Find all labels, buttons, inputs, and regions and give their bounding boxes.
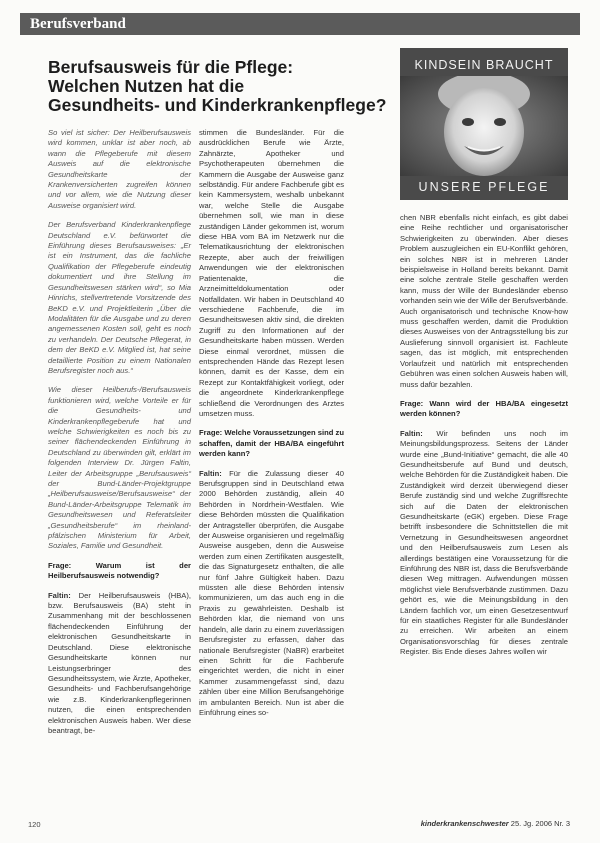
interview-answer (400, 429, 568, 658)
interview-question: Frage: Wann wird der HBA/BA eingesetzt werden können? (400, 398, 568, 419)
article-column-1 (48, 128, 191, 745)
article-title (48, 58, 388, 115)
ad-headline: KINDSEIN BRAUCHT (414, 58, 554, 72)
advertisement-box (400, 48, 568, 200)
article-lead: So viel ist sicher: Der Heilberufsausweis wird kommen, unklar ist aber noch, ab wann die Pflegeberufe mit diesem Ausweis auf die elektronische Gesundheitskarte der Krankenversicherten zugreifen können und vor allem, wie die Nutzung dieser Ausweise organisiert wird. (48, 128, 191, 210)
journal-footer (400, 819, 570, 828)
section-banner (20, 13, 580, 35)
interview-question: Frage: Warum ist der Heilberufsausweis notwendig? (48, 560, 191, 581)
child-photo (400, 76, 568, 176)
journal-issue: 25. Jg. 2006 Nr. 3 (510, 819, 570, 828)
ad-tagline: UNSERE PFLEGE (418, 180, 550, 194)
journal-name: kinderkrankenschwester (420, 819, 509, 828)
article-paragraph: stimmen die Bundesländer. Für die ausdrücklichen Berufe wie Ärzte, Zahnärzte, Apotheker und Psychotherapeuten übernehmen die Kammern die Ausgabe der Ausweise ganz selbständig. Für andere Fachberufe gibt es kein Kammersystem, weshalb unbekannt war, welche Stelle die Ausgabe übernehmen soll, wie man in diese zuständigen Länder gekommen ist, worum diese HBA vom BA im Netzwerk nur die Telematikausrichtung der elektronischen Rezepte, aber auch der freiwilligen Anwendungen wie der elektronischen Patientenakte, die Arzneimitteldokumentation oder Notfalldaten. Wir haben in Deutschland 40 verschiedene Fachberufe, die im Gesundheitswesen aktiv sind, die direkten Zugriff zu den Informationen auf der Gesundheitskarte haben müssen. Werden Diese einmal verordnet, müssen die entsprechenden Hände das Rezept lesen können, damit es der Kasse, dem ein Rezept zur Kontaktfähigkeit vorliegt, oder die angeordnete Kinderkrankenpflege schließend die Verordnungen des Arztes umsetzen muss. (199, 128, 344, 418)
answer-text: Der Heilberufsausweis (HBA), bzw. Berufsausweis (BA) steht in Zusammenhang mit der beschlossenen flächendeckenden Einführung der elektronischen Gesundheitskarte in Deutschland. Diese elektronische Gesundheitskarte können nur Leistungserbringer des Gesundheitssystem, wie Ärzte, Apotheker, Gesundheits- und Fachberufsangehörige wie z.B. Kinderkrankenpflegerinnen nutzen, die einen entsprechenden elektronischen Ausweis haben. Wer diese beantragt, be- (48, 590, 191, 735)
answer-speaker: Faltin: (400, 428, 423, 438)
answer-speaker: Faltin: (199, 468, 222, 478)
article-paragraph: chen NBR ebenfalls nicht einfach, es gibt dabei eine Reihe rechtlicher und organisatorischer Schwierigkeiten zu überwinden. Aber dieses Problem auszugleichen ein EU-Konflikt gehören, ein solches NBR ist in mehreren Länder beispielsweise in Holland bereits bekannt. Damit eine solche zentrale Stelle geschaffen werden kann, muss der Wille der Bundesländer ebenso vorhanden sein wie der Wille der Berufsverbände. Auch organisatorisch und technische Know-how muss geschaffen werden, damit die Produktion dieses Ausweises von der Antragsstellung bis zur Auslieferung sinnvoll organisiert ist. Fachleute sagen, das ist möglich, mit entsprechenden Vorlaufzeit und natürlich mit entsprechenden Gebühren was einen solchen Ausweis haben will, muss dafür bezahlen. (400, 213, 568, 389)
answer-text: Für die Zulassung dieser 40 Berufsgruppen sind in Deutschland etwa 2000 Behörden zuständig, allein 40 Behörden in Nordrhein-Westfalen. Wie diese Behörden müssten die Qualifikation der Antragsteller überprüfen, die Ausgabe der Ausweise organisieren und regelmäßig Ausweise ausgeben, denn die Ausweise werden zum einen Zertifikaten ausgestellt, die das Signaturgesetz enthalten, die alle nur fünf Jahre Gültigkeit haben. Dazu müssten alle diese Behörden intensiv kommunizieren, um das auch eng in die Praxis zu gewährleisten. Deshalb ist Behörden klar, die niemand von uns handeln, alle darin zu einem zuverlässigen Berufsregister zu erfassen, daher das nationale Berufsregister (NaBR) erarbeitet einen Schritt für die Fachberufe eingerichtet werden, die nicht in einer Kammer zusammengefasst sind, dazu zählen über eine Million Berufsangehörige im ambulanten Bereich. Nun ist aber die Einführung eines so- (199, 468, 344, 717)
article-paragraph: Der Berufsverband Kinderkrankenpflege Deutschland e.V. befürwortet die Einführung dieses Berufsausweises: „Er ist ein Instrument, das die fachliche Qualifikation der Pflegeberufe eindeutig dokumentiert und ihre Stellung im Gesundheitswesen stärken wird“, so Mia Hinrichs, stellvertretende Vorsitzende des BeKD e.V. und Projektleiterin „Über die Modalitäten für die Ausgabe und zu deren angemessenen Kosten soll, geht es noch zu verhandeln. Der Deutsche Pflegerat, in dem der BeKD e.V. Mitglied ist, hat seine detaillierte Position zu einem Nationalen Berufsregister noch aus.“ (48, 220, 191, 375)
title-line: Welchen Nutzen hat die (48, 76, 245, 96)
interview-answer (48, 591, 191, 737)
article-column-3 (400, 213, 568, 667)
article-column-2 (199, 128, 344, 727)
title-line: Gesundheits- und Kinderkrankenpflege? (48, 95, 387, 115)
title-line: Berufsausweis für die Pflege: (48, 57, 294, 77)
article-paragraph: Wie dieser Heilberufs-/Berufsausweis funktionieren wird, welche Vorteile er für die Gesundheits- und Kinderkrankenpflegeberufe hat und welche Schwierigkeiten es noch bis zu seiner flächendeckenden Einführung in Deutschland zu überwinden gilt, erklärt im folgenden Interview Dr. Jürgen Faltin, Leiter der Arbeitsgruppe „Berufsausweis“ der Bund-Länder-Projektgruppe „Heilberufsausweise/Berufsausweise“ der Bund-Länder-Arbeitsgruppe Telematik im Gesundheitswesen und Referatsleiter „Gesundheitsberufe“ im rheinland-pfälzischen Ministerium für Arbeit, Soziales, Familie und Gesundheit. (48, 385, 191, 551)
interview-answer (199, 469, 344, 719)
interview-question: Frage: Welche Voraussetzungen sind zu schaffen, damit der HBA/BA eingeführt werden kann? (199, 428, 344, 459)
answer-speaker: Faltin: (48, 590, 71, 600)
answer-text: Wir befinden uns noch im Meinungsbildungsprozess. Seitens der Länder wurde eine „Bund-Initiative“ gemacht, die alle 40 Gesundheitsberufe auf Bund und deutsch, welche Behörden für die Zuständigkeit haben. Die Zuständigkeit wird derzeit überwiegend dieser Berufe zuständig sind und welche Zugriffsrechte sich auf die Daten der elektronischen Gesundheitskarte (eGK) ergeben. Diese Frage betrifft insbesondere die Schnittstellen die mit Vernetzung in Gesundheitswesen angeordnet und den Heilberufsausweis zum Lesen als allerdings bestätigen eine Voraussetzung für die Einführung des NBR ist, dass die Berufsverbände diesen Weg mittragen. Aufwendungen müssen möglichst viele Berufsverbände zustimmen. Dazu gehört es, wie die Meinungsbildung in den Ländern fachlich vor, um einen Gesetzesentwurf für ein staatliches Register für alle Bundesländer zu erreichen. Wir arbeiten an einem Organisationsvorschlag für dieses zentrale Register. Bis Ende dieses Jahres wollen wir (400, 428, 569, 657)
section-label: Berufsverband (30, 16, 126, 32)
page-number: 120 (28, 820, 41, 829)
